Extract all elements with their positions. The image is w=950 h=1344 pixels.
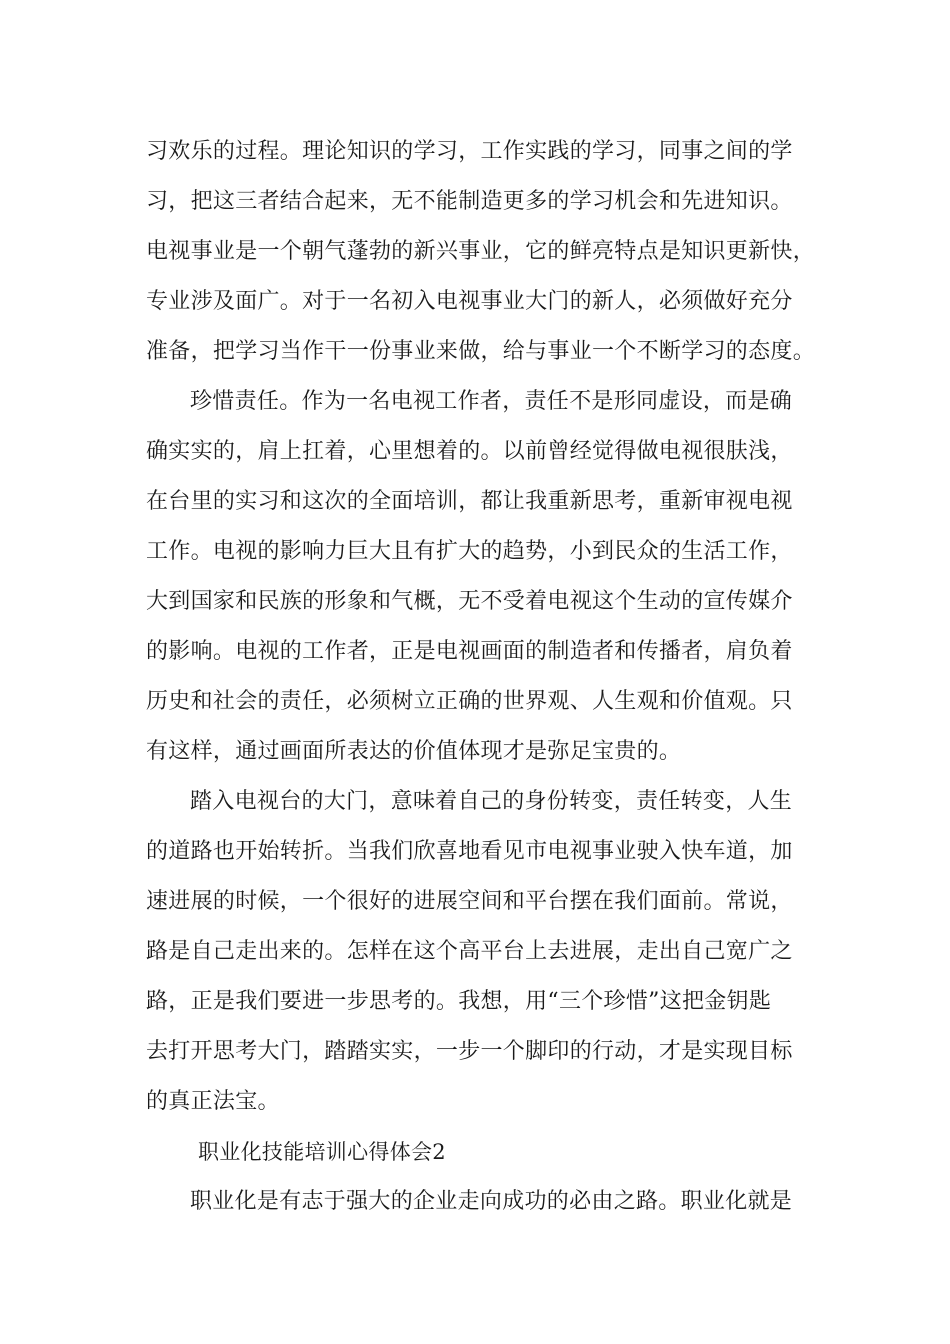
paragraph-line: 历史和社会的责任，必须树立正确的世界观、人生观和价值观。只 — [146, 689, 793, 714]
paragraph-line: 专业涉及面广。对于一名初入电视事业大门的新人，必须做好充分 — [146, 289, 793, 314]
paragraph-line: 的真正法宝。 — [146, 1089, 280, 1114]
paragraph-line: 大到国家和民族的形象和气概，无不受着电视这个生动的宣传媒介 — [146, 589, 793, 614]
paragraph-line: 准备，把学习当作干一份事业来做，给与事业一个不断学习的态度。 — [146, 339, 816, 364]
paragraph-line: 有这样，通过画面所表达的价值体现才是弥足宝贵的。 — [146, 739, 682, 764]
section-heading: 职业化技能培训心得体会2 — [198, 1140, 446, 1164]
paragraph-line: 电视事业是一个朝气蓬勃的新兴事业，它的鲜亮特点是知识更新快， — [146, 239, 816, 264]
paragraph-line: 习，把这三者结合起来，无不能制造更多的学习机会和先进知识。 — [146, 189, 793, 214]
paragraph-line: 路，正是我们要进一步思考的。我想，用“三个珍惜”这把金钥匙 — [146, 989, 772, 1014]
paragraph-line: 习欢乐的过程。理论知识的学习，工作实践的学习，同事之间的学 — [146, 139, 793, 164]
paragraph-line: 的影响。电视的工作者，正是电视画面的制造者和传播者，肩负着 — [146, 639, 793, 664]
paragraph-line: 确实实的，肩上扛着，心里想着的。以前曾经觉得做电视很肤浅， — [146, 439, 793, 464]
paragraph-line: 去打开思考大门，踏踏实实，一步一个脚印的行动，才是实现目标 — [146, 1039, 793, 1064]
paragraph-line: 路是自己走出来的。怎样在这个高平台上去进展，走出自己宽广之 — [146, 939, 793, 964]
paragraph-line: 踏入电视台的大门，意味着自己的身份转变，责任转变，人生 — [190, 789, 793, 814]
paragraph-line: 速进展的时候，一个很好的进展空间和平台摆在我们面前。常说， — [146, 889, 793, 914]
paragraph-line: 工作。电视的影响力巨大且有扩大的趋势，小到民众的生活工作， — [146, 539, 793, 564]
paragraph-line: 职业化是有志于强大的企业走向成功的必由之路。职业化就是 — [190, 1189, 793, 1214]
paragraph-line: 珍惜责任。作为一名电视工作者，责任不是形同虚设，而是确 — [190, 389, 793, 414]
paragraph-line: 的道路也开始转折。当我们欣喜地看见市电视事业驶入快车道，加 — [146, 839, 793, 864]
paragraph-line: 在台里的实习和这次的全面培训，都让我重新思考，重新审视电视 — [146, 489, 793, 514]
